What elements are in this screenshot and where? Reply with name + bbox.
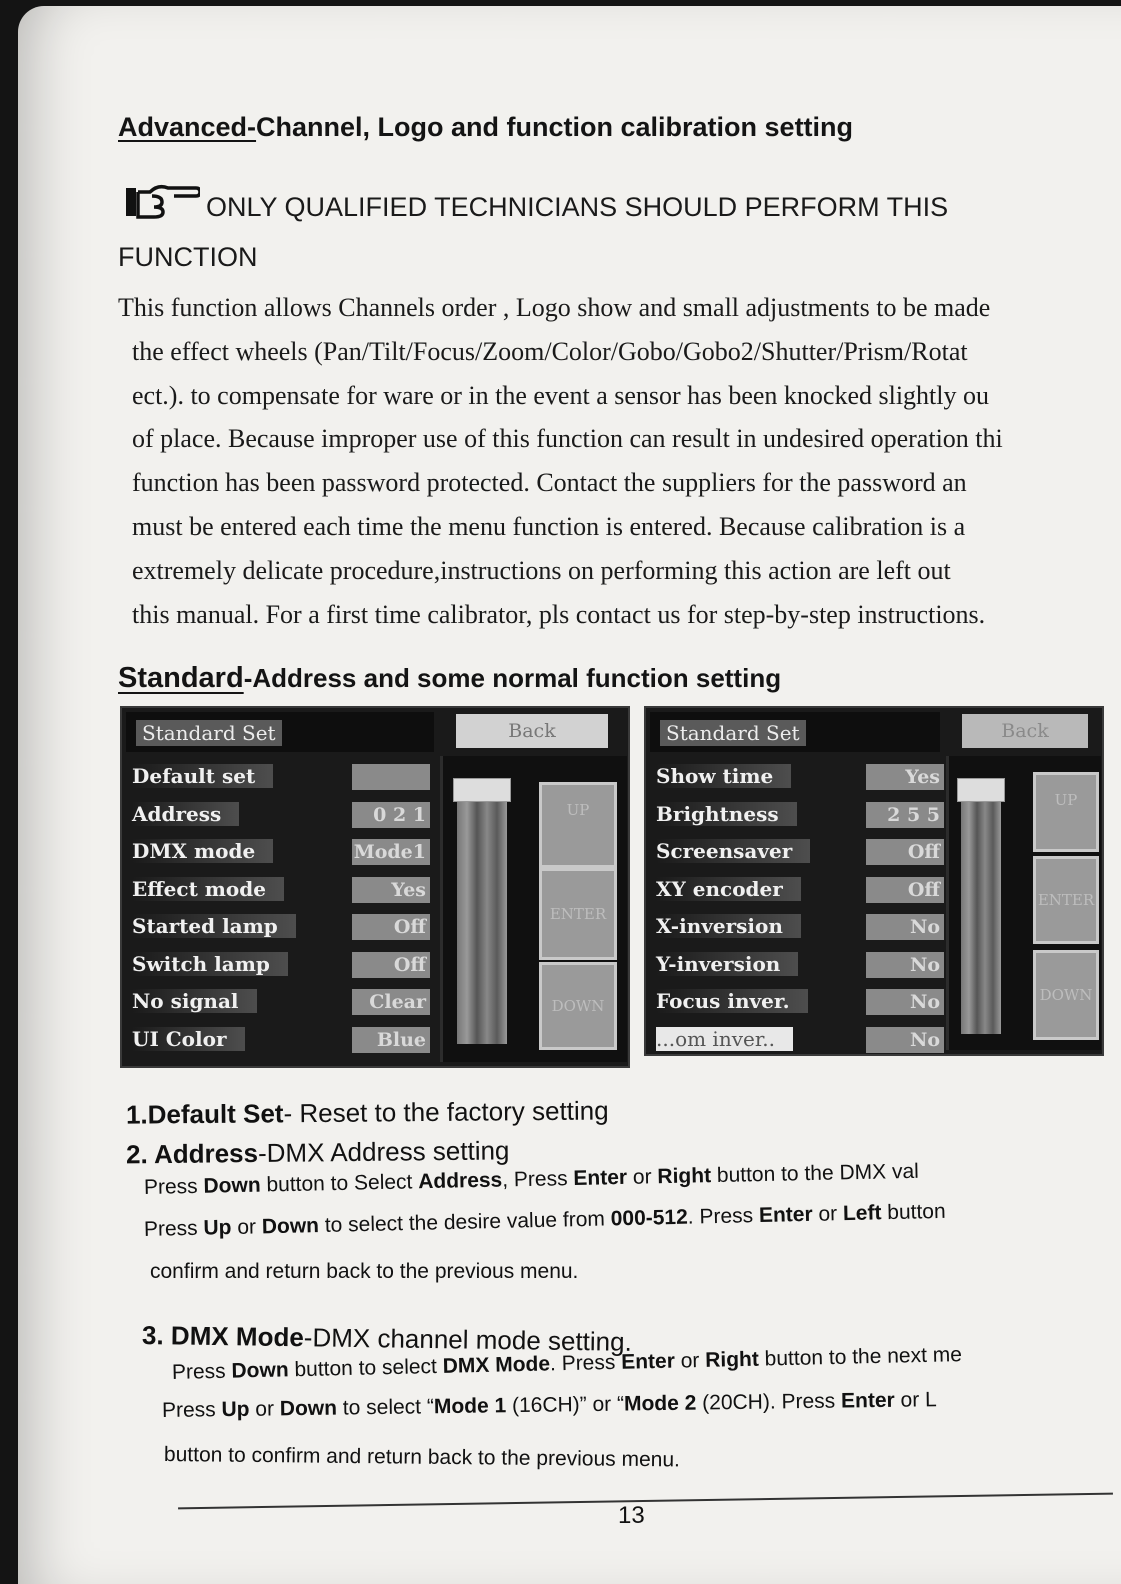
dmx-mode-line-2: Press Up or Down to select “Mode 1 (16CH)” or “Mode 2 (20CH). Press Enter or L	[161, 1388, 937, 1422]
screen-title: Standard Set	[136, 720, 282, 746]
nav-panel	[946, 756, 1101, 1050]
screen-title-bar	[126, 712, 434, 752]
standard-heading: Standard-Address and some normal function setting	[118, 662, 782, 694]
setting-row[interactable]: UI Color Blue	[126, 1021, 436, 1059]
paragraph-line: function has been password protected. Contact the suppliers for the password an	[132, 468, 967, 498]
setting-row[interactable]: No signal Clear	[126, 983, 436, 1021]
setting-row[interactable]: Screensaver Off	[650, 833, 946, 871]
enter-button[interactable]: ENTER	[1033, 856, 1099, 944]
standard-set-screen-2	[644, 706, 1104, 1056]
address-line-3: confirm and return back to the previous menu.	[150, 1260, 579, 1283]
setting-row[interactable]: XY encoder Off	[650, 871, 946, 909]
setting-row[interactable]: Y-inversion No	[650, 946, 946, 984]
paragraph-line: this manual. For a first time calibrator, pls contact us for step-by-step instructions.	[132, 599, 986, 629]
setting-row[interactable]: Effect mode Yes	[126, 871, 436, 909]
list-item-address: 2. Address-DMX Address setting	[125, 1135, 510, 1170]
enter-button[interactable]: ENTER	[539, 868, 617, 960]
pointing-hand-icon	[124, 182, 200, 229]
warning-line: ONLY QUALIFIED TECHNICIANS SHOULD PERFORM THIS	[124, 182, 948, 229]
footer-rule	[178, 1493, 1113, 1510]
up-button[interactable]: UP	[539, 782, 617, 868]
back-button[interactable]: Back	[962, 714, 1088, 748]
down-button[interactable]: DOWN	[539, 962, 617, 1050]
setting-row[interactable]: Started lamp Off	[126, 908, 436, 946]
screen-title-bar	[650, 712, 940, 752]
scrollbar[interactable]	[961, 778, 1001, 1034]
setting-row[interactable]: Brightness 2 5 5	[650, 796, 946, 834]
setting-row[interactable]: Show time Yes	[650, 758, 946, 796]
page-number: 13	[618, 1502, 645, 1529]
address-line-1: Press Down button to Select Address, Press Enter or Right button to the DMX val	[143, 1159, 920, 1199]
setting-row[interactable]: Switch lamp Off	[126, 946, 436, 984]
advanced-heading: Advanced-Channel, Logo and function calibration setting	[118, 112, 854, 142]
settings-list	[126, 758, 436, 1058]
list-item-dmx-mode: 3. DMX Mode-DMX channel mode setting.	[141, 1320, 633, 1357]
list-item-default-set: 1.Default Set- Reset to the factory setting	[125, 1095, 609, 1130]
scrollbar-thumb[interactable]	[453, 778, 511, 802]
dmx-mode-line-3: button to confirm and return back to the previous menu.	[163, 1443, 681, 1472]
setting-row[interactable]: Default set	[126, 758, 436, 796]
manual-page	[18, 6, 1121, 1584]
down-button[interactable]: DOWN	[1033, 950, 1099, 1040]
paragraph-line: must be entered each time the menu function is entered. Because calibration is a	[132, 511, 966, 541]
setting-row[interactable]: X-inversion No	[650, 908, 946, 946]
settings-list	[650, 758, 946, 1058]
up-button[interactable]: UP	[1033, 772, 1099, 852]
screen-title: Standard Set	[660, 720, 806, 746]
paragraph-line: the effect wheels (Pan/Tilt/Focus/Zoom/Color/Gobo/Gobo2/Shutter/Prism/Rotat	[132, 336, 968, 366]
nav-panel	[440, 756, 627, 1062]
setting-row[interactable]: Focus inver. No	[650, 983, 946, 1021]
paragraph-line: extremely delicate procedure,instructions on performing this action are left out	[132, 555, 951, 585]
paragraph-line: This function allows Channels order , Logo show and small adjustments to be made	[118, 293, 991, 322]
back-button[interactable]: Back	[456, 714, 608, 748]
setting-row-selected[interactable]: ...om inver.. No	[650, 1021, 946, 1059]
settings-description-list	[125, 1095, 963, 1472]
dmx-mode-line-1: Press Down button to select DMX Mode. Press Enter or Right button to the next me	[171, 1343, 963, 1384]
scrollbar[interactable]	[457, 778, 507, 1044]
paragraph-line: ect.). to compensate for ware or in the event a sensor has been knocked slightly ou	[132, 380, 989, 410]
warning-line-2: FUNCTION	[118, 242, 258, 272]
setting-row[interactable]: DMX mode Mode1	[126, 833, 436, 871]
standard-set-screen-1	[120, 706, 630, 1068]
address-line-2: Press Up or Down to select the desire value from 000-512. Press Enter or Left button	[143, 1199, 946, 1241]
paragraph-line: of place. Because improper use of this function can result in undesired operation thi	[132, 424, 1003, 454]
scrollbar-thumb[interactable]	[957, 778, 1005, 802]
advanced-paragraph	[118, 286, 1108, 636]
setting-row[interactable]: Address 0 2 1	[126, 796, 436, 834]
